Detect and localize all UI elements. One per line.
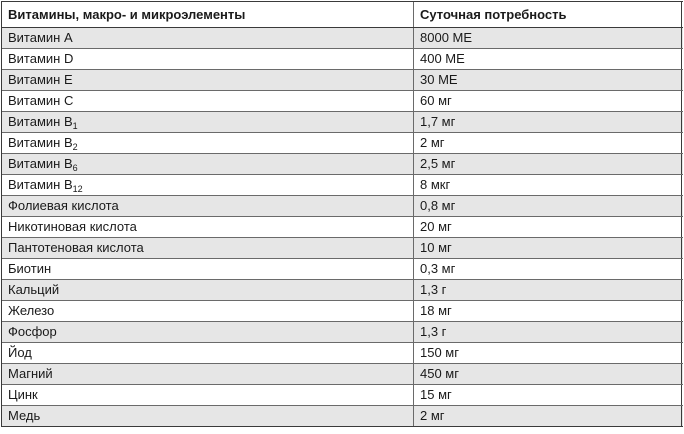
table-row [2, 406, 683, 427]
table-row [2, 133, 683, 154]
daily-need-value: 1,7 мг [414, 112, 682, 132]
daily-need-value: 8000 МЕ [414, 28, 682, 48]
nutrient-name: Цинк [8, 387, 38, 402]
nutrient-name: Никотиновая кислота [8, 219, 137, 234]
nutrient-name: Витамин B [8, 135, 73, 150]
nutrient-name-cell [2, 196, 414, 216]
header-nutrient: Витамины, макро- и микроэлементы [2, 2, 414, 27]
nutrient-name: Витамин B [8, 156, 73, 171]
nutrient-name-cell [2, 175, 414, 195]
nutrient-subscript: 1 [72, 121, 78, 131]
table-row [2, 322, 683, 343]
nutrient-name-cell [2, 91, 414, 111]
table-row [2, 364, 683, 385]
daily-need-value: 8 мкг [414, 175, 682, 195]
nutrient-name: Пантотеновая кислота [8, 240, 144, 255]
nutrient-name: Витамин B [8, 177, 73, 192]
nutrient-name-cell [2, 217, 414, 237]
table-row [2, 385, 683, 406]
nutrient-name: Фосфор [8, 324, 57, 339]
nutrient-name: Витамин D [8, 51, 74, 66]
nutrient-name-cell [2, 385, 414, 405]
nutrient-subscript: 2 [72, 142, 78, 152]
table-row [2, 301, 683, 322]
nutrient-name-cell [2, 238, 414, 258]
nutrient-name: Магний [8, 366, 53, 381]
nutrient-name-cell [2, 364, 414, 384]
nutrient-name: Железо [8, 303, 55, 318]
header-daily-need: Суточная потребность [414, 2, 682, 27]
nutrient-name-cell [2, 112, 414, 132]
table-row [2, 154, 683, 175]
nutrient-name-cell [2, 133, 414, 153]
table-header-row [2, 2, 683, 28]
nutrient-name-cell [2, 322, 414, 342]
nutrient-subscript: 12 [72, 184, 83, 194]
daily-need-value: 30 МЕ [414, 70, 682, 90]
table-row [2, 196, 683, 217]
nutrient-name: Медь [8, 408, 41, 423]
nutrient-name-cell [2, 280, 414, 300]
daily-need-value: 150 мг [414, 343, 682, 363]
nutrient-name-cell [2, 343, 414, 363]
nutrient-name: Витамин A [8, 30, 73, 45]
table-row [2, 238, 683, 259]
table-row [2, 70, 683, 91]
daily-need-value: 20 мг [414, 217, 682, 237]
nutrient-name-cell [2, 259, 414, 279]
nutrient-name: Витамин B [8, 114, 73, 129]
daily-need-value: 2 мг [414, 133, 682, 153]
table-row [2, 49, 683, 70]
daily-need-value: 0,3 мг [414, 259, 682, 279]
nutrient-name-cell [2, 406, 414, 426]
daily-need-value: 10 мг [414, 238, 682, 258]
table-row [2, 280, 683, 301]
nutrient-name: Витамин C [8, 93, 74, 108]
daily-need-value: 0,8 мг [414, 196, 682, 216]
daily-need-value: 60 мг [414, 91, 682, 111]
table-row [2, 28, 683, 49]
nutrient-subscript: 6 [72, 163, 78, 173]
nutrient-name: Фолиевая кислота [8, 198, 119, 213]
nutrient-name-cell [2, 70, 414, 90]
table-row [2, 112, 683, 133]
daily-need-value: 400 МЕ [414, 49, 682, 69]
nutrient-name-cell [2, 49, 414, 69]
nutrient-name-cell [2, 28, 414, 48]
daily-need-value: 2 мг [414, 406, 682, 426]
daily-need-value: 18 мг [414, 301, 682, 321]
daily-need-value: 1,3 г [414, 322, 682, 342]
nutrient-name-cell [2, 301, 414, 321]
table-row [2, 175, 683, 196]
daily-need-value: 1,3 г [414, 280, 682, 300]
table-row [2, 259, 683, 280]
nutrient-name-cell [2, 154, 414, 174]
table-row [2, 217, 683, 238]
table-row [2, 343, 683, 364]
nutrient-name: Кальций [8, 282, 60, 297]
nutrient-name: Йод [8, 345, 32, 360]
daily-need-value: 2,5 мг [414, 154, 682, 174]
table-body [2, 28, 683, 427]
nutrient-name: Биотин [8, 261, 52, 276]
table-row [2, 91, 683, 112]
nutrient-name: Витамин E [8, 72, 73, 87]
nutrient-table [1, 1, 683, 427]
daily-need-value: 15 мг [414, 385, 682, 405]
daily-need-value: 450 мг [414, 364, 682, 384]
